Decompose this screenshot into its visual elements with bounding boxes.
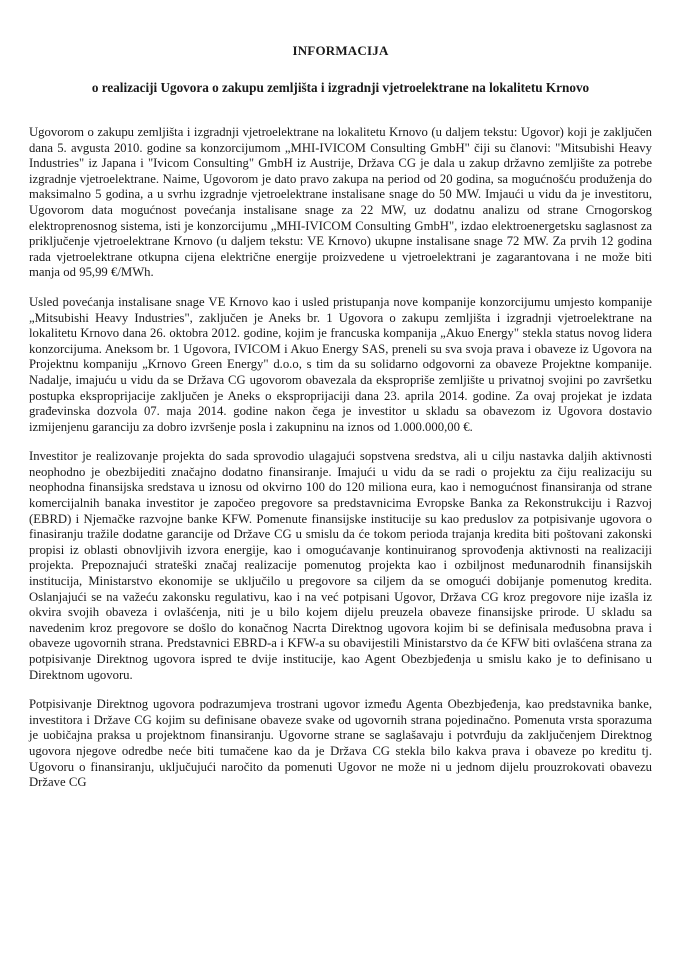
paragraph-aneks-akuo: Usled povećanja instalisane snage VE Krnovo kao i usled pristupanja nove kompanije konzorcijumu umjesto kompanije „Mitsubishi Heavy Industries", zaključen je Aneks br. 1 Ugovora o zakupu zemljišta i izgradnji vjetroelektrane na lokalitetu Krnovo dana 26. oktobra 2012. godine, kojim je francuska kompanija „Akuo Energy" stekla status novog lidera konzorcijuma. Aneksom br. 1 Ugovora, IVICOM i Akuo Energy SAS, preneli su sva svoja prava i obaveze iz Ugovora na Projektnu kompaniju „Krnovo Green Energy" d.o.o, s tim da su solidarno odgovorni za obaveze Projektne kompanije. Nadalje, imajuću u vidu da se Država CG ugovorom obavezala da ekspropriše zemljište u privatnoj svojini po završetku postupka eksproprijacije zaključen je Aneks o eksproprijaciji dana 23. aprila 2014. godine. Za ovaj projekat je izdata građevinska dozvola 07. maja 2014. godine nakon čega je investitor u skladu sa obavezom iz Ugovora dostavio izmijenjenu garanciju za dobro izvršenje posla i zakupninu na iznos od 1.000.000,00 €. <box>29 294 652 434</box>
document-subtitle: o realizaciji Ugovora o zakupu zemljišta i izgradnji vjetroelektrane na lokalitetu Krnovo <box>91 80 590 95</box>
paragraph-ugovor-osnov: Ugovorom o zakupu zemljišta i izgradnji vjetroelektrane na lokalitetu Krnovo (u daljem tekstu: Ugovor) koji je zaključen dana 5. avgusta 2010. godine sa konzorcijumom „MHI-IVICOM Consulting GmbH" čiji su članovi: "Mitsubishi Heavy Industries" iz Japana i "Ivicom Consulting" GmbH iz Austrije, Država CG je dala u zakup državno zemljište za potrebe izgradnje vjetroelektrane. Naime, Ugovorom je dato pravo zakupa na period od 20 godina, sa mogućnošću produženja do maksimalno 5 godina, a u svrhu izgradnje vjetroelektrane instalisane snage do 50 MW. Imjaući u vidu da je investitoru, Ugovorom data mogućnost povećanja instalisane snage za 22 MW, uz dodatnu analizu od strane Crnogorskog elektroprenosnog sistema, isti je konzorcijumu „MHI-IVICOM Consulting GmbH", izdao elektroenergetsku saglasnost za priključenje vjetroelektrane Krnovo (u daljem tekstu: VE Krnovo) ukupne instalisane snage 72 MW. Za prvih 12 godina rada vjetroelektrane otkupna cijena električne energije proizvedene u vjetroelektrani je zagarantovana i ne može biti manja od 95,99 €/MWh. <box>29 125 652 280</box>
page-title: INFORMACIJA <box>292 43 389 58</box>
paragraph-finansiranje: Investitor je realizovanje projekta do sada sprovodio ulagajući sopstvena sredstva, ali u cilju nastavka daljih aktivnosti neophodno je obezbijediti značajno dodatno finansiranje. Imajući u vidu da se radi o projektu za čiju realizaciju su neophodna finansijska sredstava u iznosu od okvirno 100 do 120 miliona eura, kao i nemogućnost finansiranja od strane komercijalnih banaka investitor je započeo pregovore sa predstavnicima Evropske Banka za Rekonstrukciju i Razvoj (EBRD) i Njemačke razvojne banke KFW. Pomenute finansijske institucije su kao preduslov za potpisivanje ugovora o finasiranju tražile dodatne garancije od Države CG u smislu da će tokom perioda trajanja kredita biti poštovani zakonski propisi iz oblasti obnovljivih izvora energije, kao i omogućavanje kontinuiranog sprovođenja aktivnosti na realizaciji projekta. Prepoznajući strateški značaj realizacije pomenutog projekta kao i ozbiljnost međunarodnih finansijskih institucija, Ministarstvo ekonomije se uključilo u pregovore sa ciljem da se omogući dobijanje pomenutog kredita. Oslanjajući se na važeću zakonsku regulativu, kao i na već potpisani Ugovor, Država CG kroz pregovore nije izašla iz okvira svojih obaveza i ovlašćenja, niti je u bilo kojem dijelu preuzela obaveze finansijske prirode. U skladu sa navedenim kroz pregovore se došlo do konačnog Nacrta Direktnog ugovora kojim bi se definisala međusobna prava i obaveze ugovornih strana. Predstavnici EBRD-a i KFW-a su obavijestili Ministarstvo da će KFW biti ovlašćena strana za potpisivanje Direktnog ugovora ispred te dvije institucije, kao Agent Obezbjeđenja u smislu kako je to definisano u Direktnom ugovoru. <box>29 449 652 682</box>
paragraph-direktni-ugovor: Potpisivanje Direktnog ugovora podrazumjeva trostrani ugovor između Agenta Obezbjeđenja, kao predstavnika banke, investitora i Države CG kojim su definisane obaveze svake od ugovornih strana pojedinačno. Pomenuta vrsta sporazuma je uobičajna praksa u projektnom finansiranju. Ugovorne strane se saglašavaju i potvrđuju da zaključenjem Direktnog ugovora njegove odredbe neće biti tumačene kao da je Država CG stekla bilo kakva prava i obaveze po kreditu tj. Ugovoru o finansiranju, uključujući naročito da pomenuti Ugovor ne može ni u jednom dijelu prouzrokovati obavezu Države CG <box>29 697 652 790</box>
document-body <box>29 96 652 791</box>
document-content <box>29 0 652 791</box>
